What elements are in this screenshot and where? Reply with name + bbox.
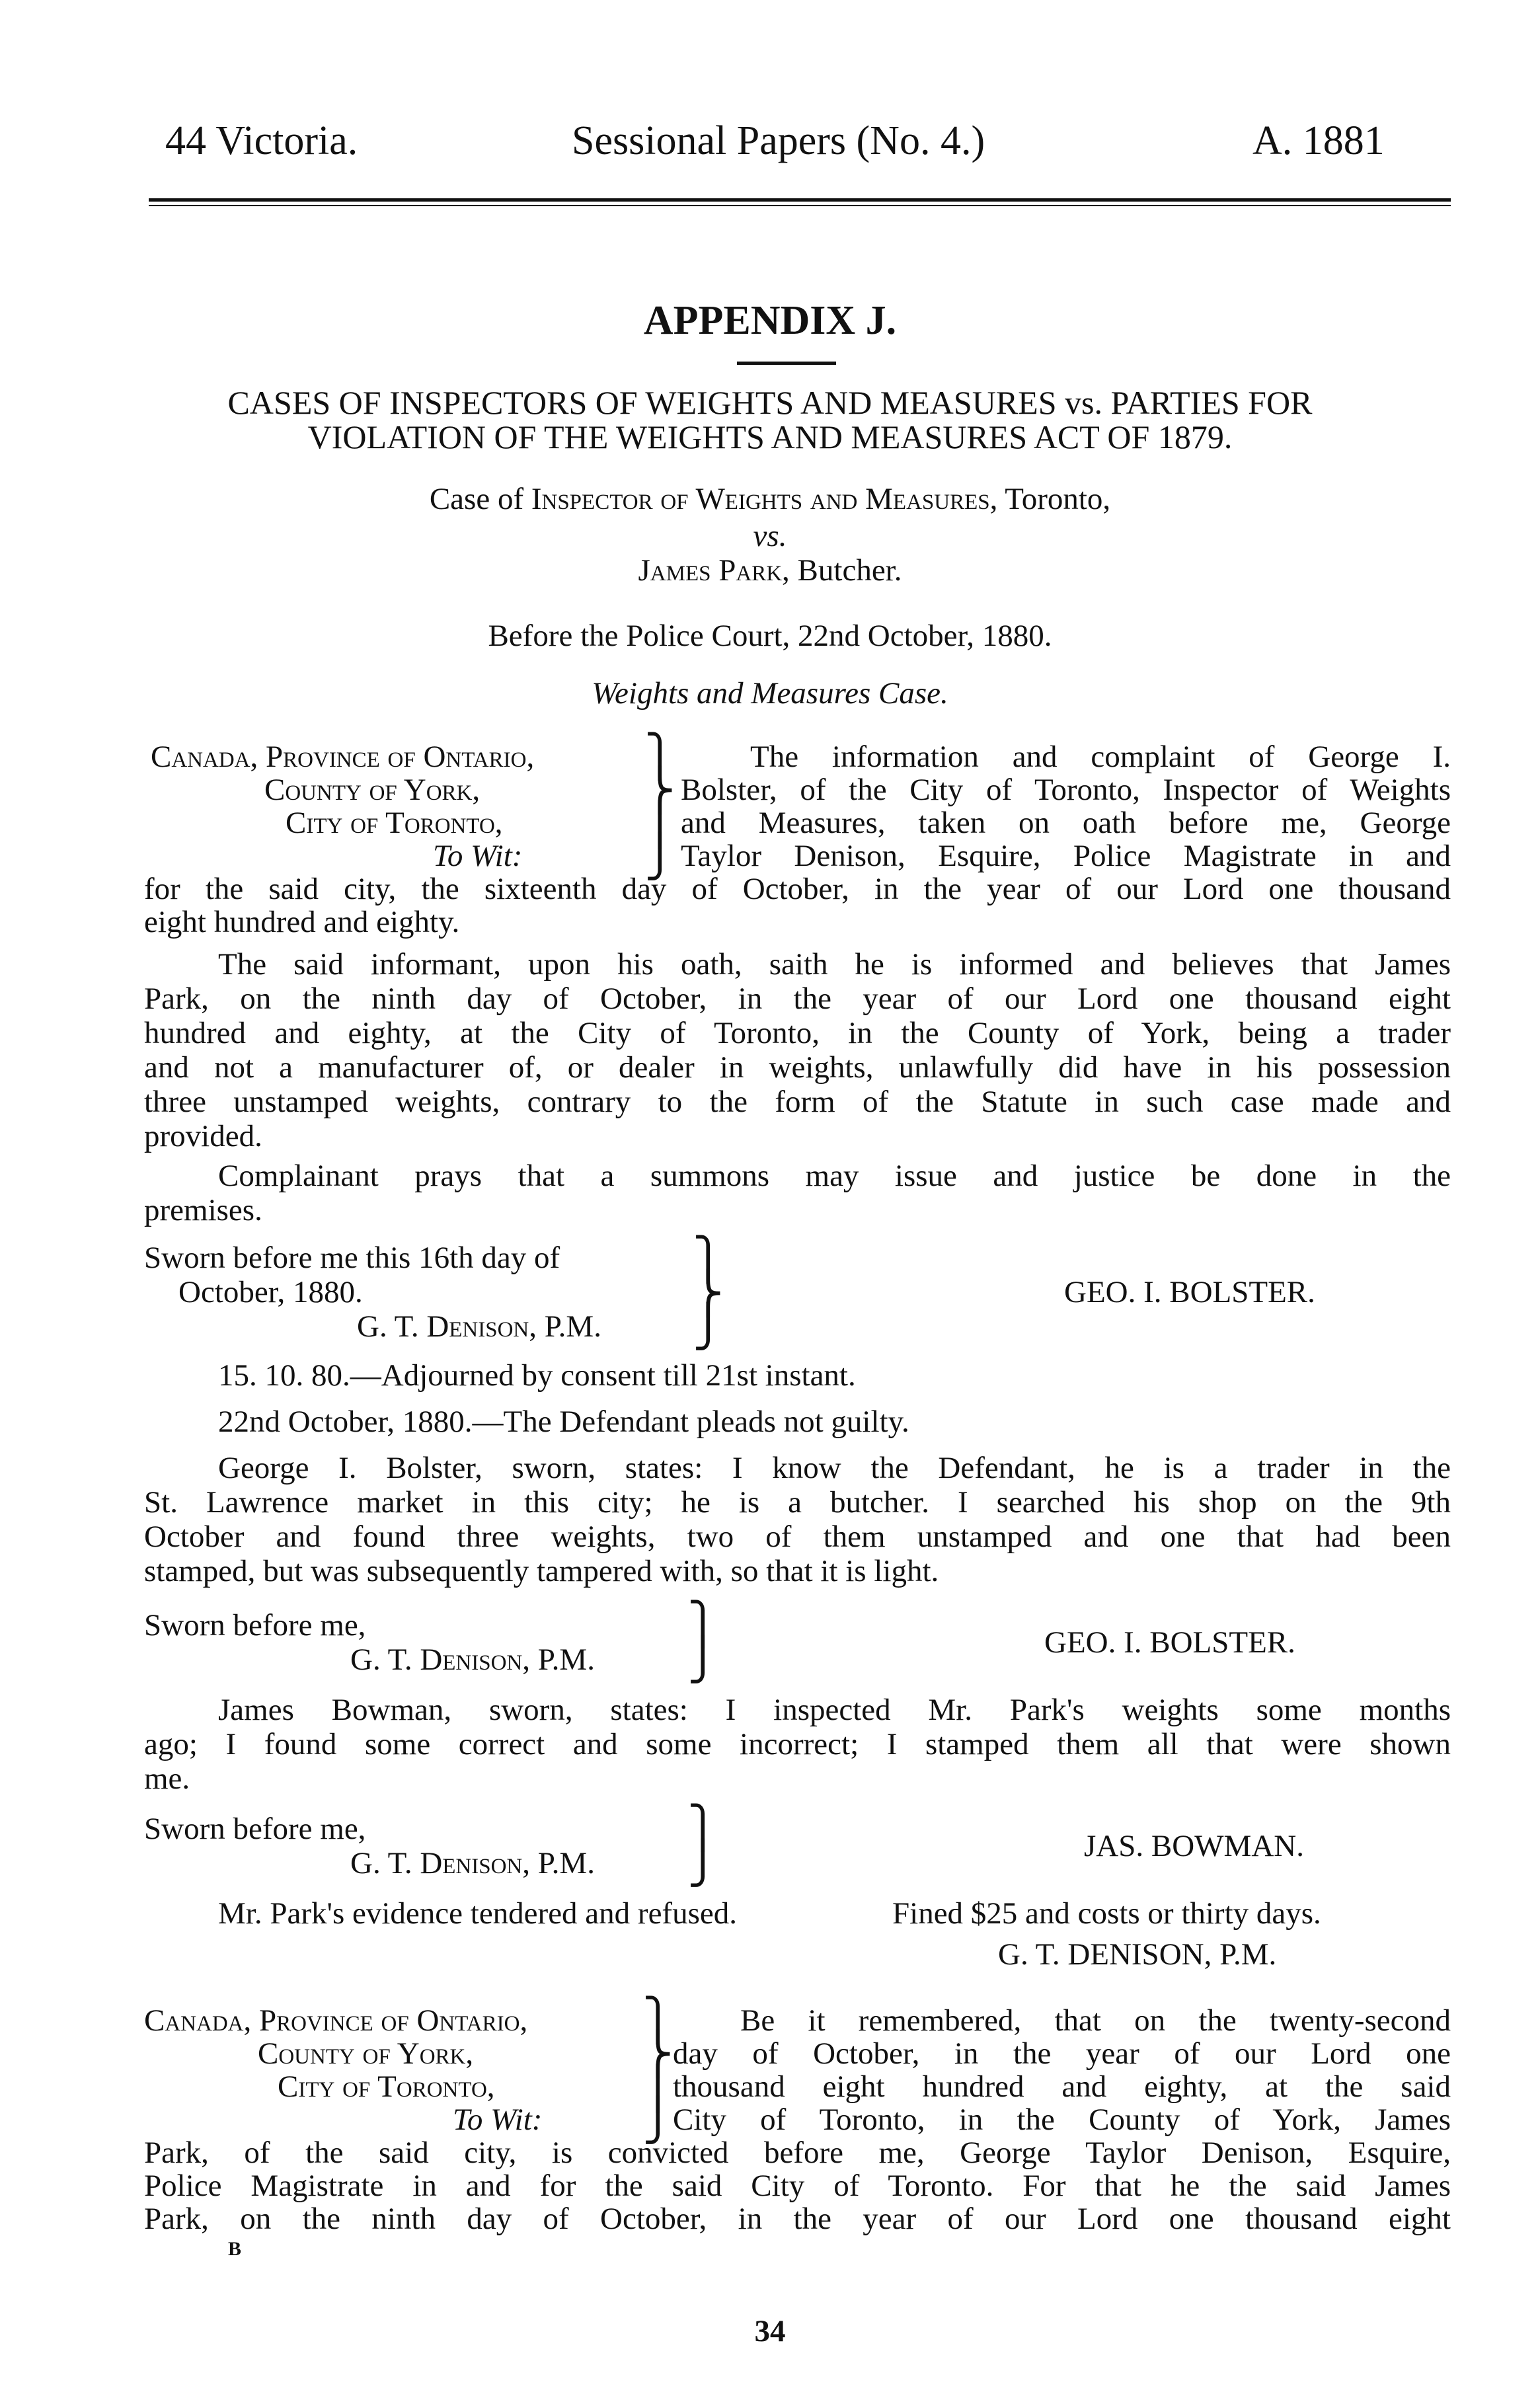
sworn3-brace-2: ⎭ (687, 1841, 718, 1886)
conv-venue-3: City of Toronto, (278, 2069, 495, 2104)
header-session: 44 Victoria. (165, 118, 358, 163)
para1-line-1: The said informant, upon his oath, saith he is informed and believes that James (218, 947, 1451, 982)
sworn1-brace-1: ⎫ (693, 1237, 724, 1282)
appendix-title: APPENDIX J. (643, 298, 897, 343)
conv-brace-1: ⎫ (642, 1998, 674, 2043)
info-brace-1: ⎫ (644, 734, 675, 779)
bowman-line-1: James Bowman, sworn, states: I inspected Mr. Park's weights some months (218, 1693, 1451, 1727)
header-rule-thick (149, 198, 1451, 202)
header-year: A. 1881 (1252, 118, 1385, 163)
info-venue-1: Canada, Province of Ontario, (151, 740, 535, 774)
court-line: Before the Police Court, 22nd October, 1880. (488, 619, 1052, 653)
info-venue-2: County of York, (264, 773, 481, 807)
conv-brace-4: ⎭ (642, 2099, 674, 2143)
bowman-line-2: ago; I found some correct and some incorrect; I stamped them all that were shown (144, 1727, 1451, 1761)
bolster-line-4: stamped, but was subsequently tampered with, so that it is light. (144, 1554, 939, 1588)
sworn1-signature: GEO. I. BOLSTER. (1064, 1275, 1315, 1309)
conv-right-4: City of Toronto, in the County of York, James (673, 2103, 1451, 2137)
conv-continuation-3: Park, on the ninth day of October, in the year of our Lord one thousand eight (144, 2202, 1451, 2236)
sworn1-brace-3: ⎭ (693, 1305, 724, 1350)
header-rule-thin (149, 205, 1451, 206)
info-venue-3: City of Toronto, (286, 806, 503, 840)
page-number: 34 (754, 2314, 786, 2348)
case-of-name: Inspector of Weights and Measures (531, 482, 990, 516)
para2-line-2: premises. (144, 1193, 262, 1227)
sworn1-line-2: October, 1880. (178, 1275, 363, 1309)
para1-line-3: hundred and eighty, at the City of Toronto, in the County of York, being a trader (144, 1016, 1451, 1050)
conv-right-1: Be it remembered, that on the twenty-second (740, 2003, 1451, 2038)
info-continuation-2: eight hundred and eighty. (144, 905, 460, 939)
para1-line-4: and not a manufacturer of, or dealer in weights, unlawfully did have in his possession (144, 1050, 1451, 1085)
sworn2-brace-1: ⎫ (687, 1602, 718, 1647)
conv-brace-2: ⎬ (642, 2032, 674, 2077)
bolster-line-3: October and found three weights, two of them unstamped and one that had been (144, 1520, 1451, 1554)
case-of-prefix: Case of (429, 482, 524, 516)
sworn3-line-2: G. T. Denison, P.M. (350, 1846, 595, 1880)
bowman-line-3: me. (144, 1761, 190, 1796)
para2-line-1: Complainant prays that a summons may issue and justice be done in the (218, 1159, 1451, 1193)
evidence-line: Mr. Park's evidence tendered and refused. (218, 1896, 737, 1931)
conv-venue-1: Canada, Province of Ontario, (144, 2003, 528, 2038)
bolster-line-1: George I. Bolster, sworn, states: I know the Defendant, he is a trader in the (218, 1451, 1451, 1485)
sworn2-line-1: Sworn before me, (144, 1608, 366, 1642)
info-right-3: and Measures, taken on oath before me, George (681, 806, 1451, 840)
fine-line: Fined $25 and costs or thirty days. (892, 1896, 1321, 1931)
title-underline (737, 362, 836, 365)
sworn3-brace-1: ⎫ (687, 1806, 718, 1851)
sworn2-signature: GEO. I. BOLSTER. (1044, 1625, 1295, 1660)
sworn2-line-2: G. T. Denison, P.M. (350, 1642, 595, 1677)
signature-mark: B (228, 2238, 242, 2260)
info-venue-4: To Wit: (433, 839, 523, 873)
info-brace-2: ⎬ (644, 769, 675, 814)
conv-right-3: thousand eight hundred and eighty, at the said (673, 2069, 1451, 2104)
heading-line-2: VIOLATION OF THE WEIGHTS AND MEASURES ACT OF 1879. (307, 418, 1233, 455)
info-continuation-1: for the said city, the sixteenth day of October, in the year of our Lord one thousand (144, 872, 1451, 906)
adjourned-line: 15. 10. 80.—Adjourned by consent till 21st instant. (218, 1358, 856, 1393)
conv-brace-3: ⎪ (642, 2067, 674, 2112)
sworn2-brace-2: ⎭ (687, 1638, 718, 1683)
heading-line-1: CASES OF INSPECTORS OF WEIGHTS AND MEASURES vs. PARTIES FOR (227, 384, 1313, 421)
bolster-line-2: St. Lawrence market in this city; he is a butcher. I searched his shop on the 9th (144, 1485, 1451, 1520)
info-right-1: The information and complaint of George I. (750, 740, 1451, 774)
para1-line-5: three unstamped weights, contrary to the form of the Statute in such case made and (144, 1085, 1451, 1119)
plea-line: 22nd October, 1880.—The Defendant pleads not guilty. (218, 1405, 909, 1439)
info-brace-4: ⎭ (644, 835, 675, 880)
conv-right-2: day of October, in the year of our Lord one (673, 2036, 1451, 2071)
para1-line-2: Park, on the ninth day of October, in the year of our Lord one thousand eight (144, 982, 1451, 1016)
conv-venue-2: County of York, (258, 2036, 474, 2071)
conv-continuation-2: Police Magistrate in and for the said City of Toronto. For that he the said James (144, 2169, 1451, 2203)
info-right-2: Bolster, of the City of Toronto, Inspector of Weights (681, 773, 1451, 807)
info-brace-3: ⎪ (644, 803, 675, 848)
sworn1-line-1: Sworn before me this 16th day of (144, 1241, 560, 1275)
defendant-line (0, 553, 1540, 588)
defendant-suffix: , Butcher. (782, 553, 902, 588)
versus: vs. (753, 519, 787, 553)
sworn1-brace-2: ⎬ (693, 1272, 724, 1317)
conv-venue-4: To Wit: (453, 2103, 543, 2137)
case-subtitle: Weights and Measures Case. (592, 676, 948, 711)
sworn1-line-3: G. T. Denison, P.M. (357, 1309, 601, 1344)
header-papers: Sessional Papers (No. 4.) (572, 118, 985, 163)
info-right-4: Taylor Denison, Esquire, Police Magistrate in and (681, 839, 1451, 873)
case-of-suffix: , Toronto, (989, 482, 1111, 516)
sworn3-line-1: Sworn before me, (144, 1812, 366, 1846)
conv-continuation-1: Park, of the said city, is convicted before me, George Taylor Denison, Esquire, (144, 2136, 1451, 2170)
magistrate-signature: G. T. DENISON, P.M. (998, 1937, 1277, 1972)
defendant-name: James Park (638, 553, 783, 588)
para1-line-6: provided. (144, 1119, 262, 1153)
sworn3-signature: JAS. BOWMAN. (1084, 1829, 1304, 1863)
case-of-line (0, 481, 1540, 517)
